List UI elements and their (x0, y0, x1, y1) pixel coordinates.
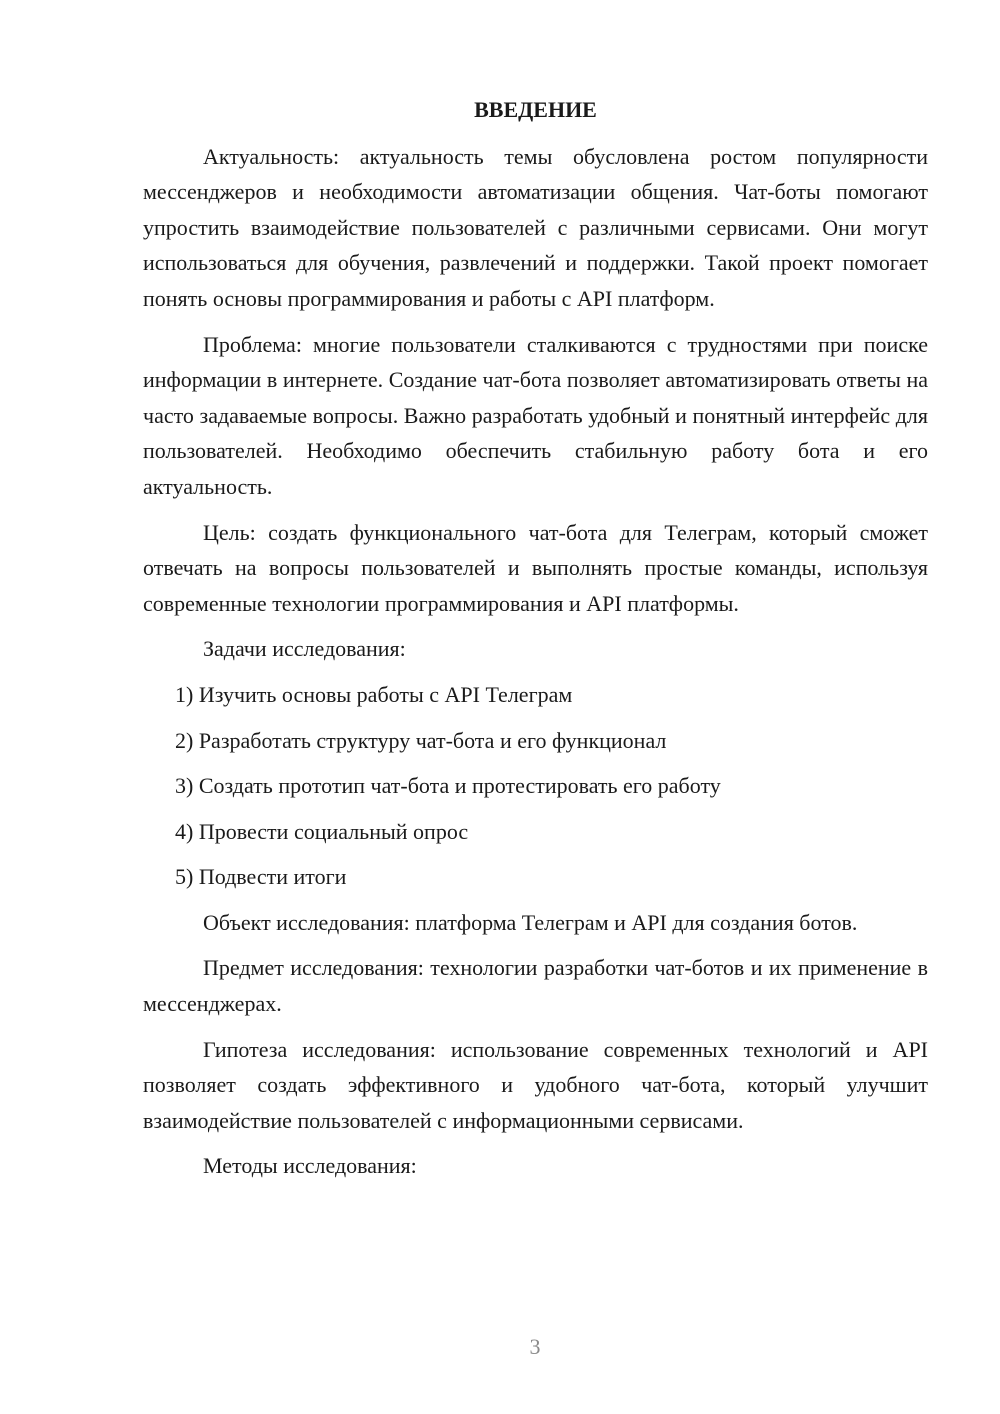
paragraph-goal: Цель: создать функционального чат-бота для Телеграм, который сможет отвечать на вопросы пользователей и выполнять простые команды, используя современные технологии программирования и API платформы. (143, 519, 928, 616)
page-number: 3 (529, 1334, 541, 1359)
paragraph-object: Объект исследования: платформа Телеграм и API для создания ботов. (203, 909, 858, 935)
task-item: 4) Провести социальный опрос (175, 818, 469, 844)
task-item: 2) Разработать структуру чат-бота и его функционал (175, 727, 667, 753)
paragraph-methods-heading: Методы исследования: (203, 1153, 417, 1179)
paragraph-relevance: Актуальность: актуальность темы обусловлена ростом популярности мессенджеров и необходимости автоматизации общения. Чат-боты помогают упростить взаимодействие пользователей с различными сервисами. Они могут использоваться для обучения, развлечений и поддержки. Такой проект помогает понять основы программирования и работы с API платформ. (143, 143, 928, 311)
task-item: 5) Подвести итоги (175, 864, 347, 890)
paragraph-tasks-heading: Задачи исследования: (203, 636, 406, 662)
document-page (143, 92, 928, 1194)
paragraph-hypothesis: Гипотеза исследования: использование современных технологий и API позволяет создать эффективного и удобного чат-бота, который улучшит взаимодействие пользователей с информационными сервисами. (143, 1036, 928, 1133)
paragraph-problem: Проблема: многие пользователи сталкиваются с трудностями при поиске информации в интернете. Создание чат-бота позволяет автоматизировать ответы на часто задаваемые вопросы. Важно разработать удобный и понятный интерфейс для пользователей. Необходимо обеспечить стабильную работу бота и его актуальность. (143, 331, 928, 499)
task-item: 1) Изучить основы работы с API Телеграм (175, 681, 573, 707)
tasks-list (143, 677, 928, 895)
paragraph-subject: Предмет исследования: технологии разработки чат-ботов и их применение в мессенджерах. (143, 955, 928, 1017)
task-item: 3) Создать прототип чат-бота и протестировать его работу (175, 773, 721, 799)
section-title: ВВЕДЕНИЕ (474, 97, 597, 122)
